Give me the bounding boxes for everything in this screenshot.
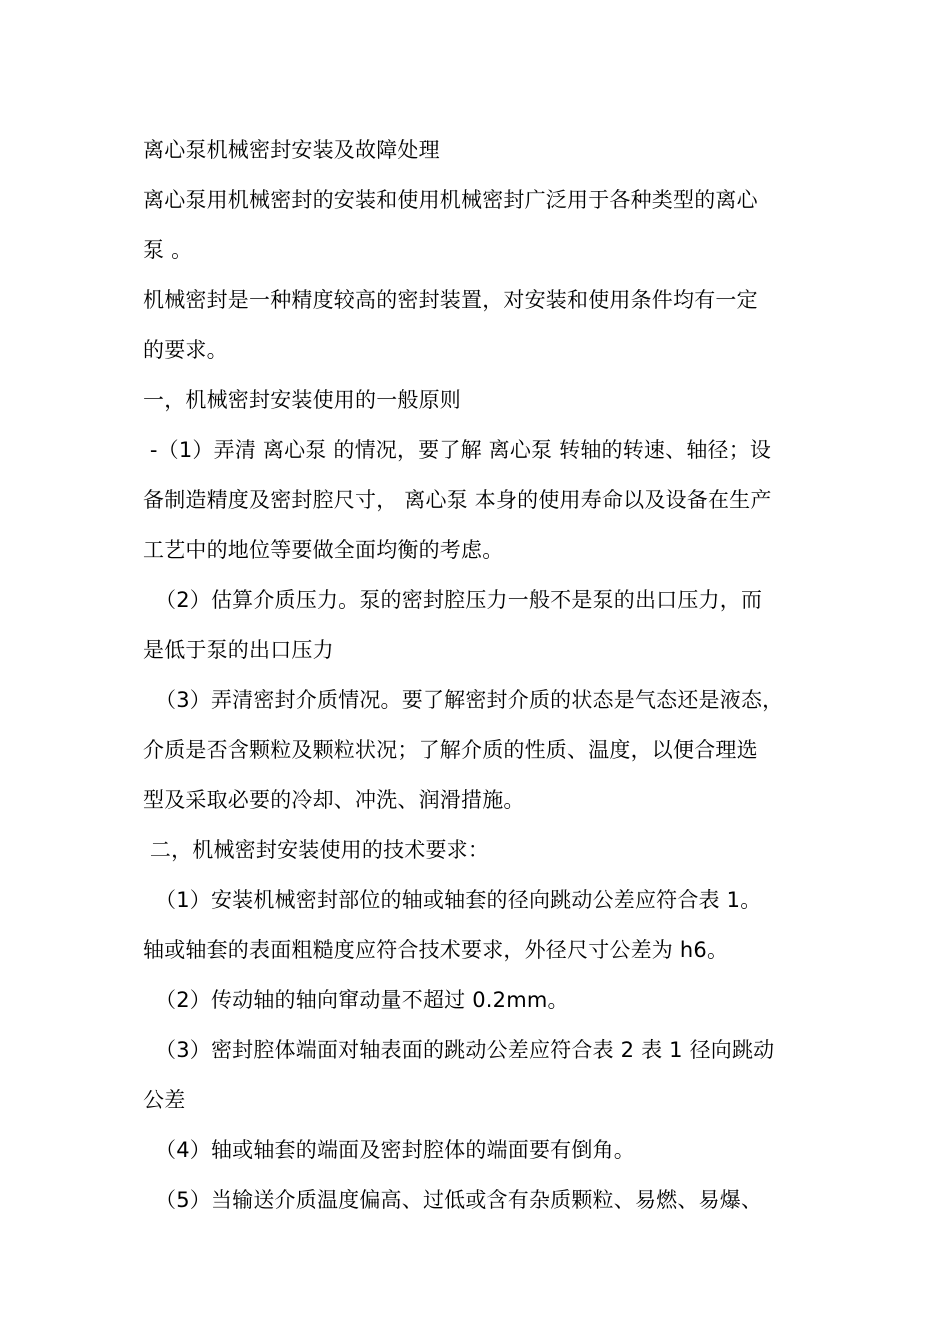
- paragraph-line: 公差: [143, 1088, 186, 1112]
- section-heading: 二，机械密封安装使用的技术要求：: [143, 838, 490, 862]
- paragraph-line: （3）弄清密封介质情况。要了解密封介质的状态是气态还是液态，: [155, 688, 784, 712]
- paragraph-line: （3）密封腔体端面对轴表面的跳动公差应符合表 2 表 1 径向跳动: [155, 1038, 775, 1062]
- document-title: 离心泵机械密封安装及故障处理: [143, 138, 440, 162]
- paragraph-line: （4）轴或轴套的端面及密封腔体的端面要有倒角。: [155, 1138, 635, 1162]
- paragraph-line: 轴或轴套的表面粗糙度应符合技术要求，外径尺寸公差为 h6。: [143, 938, 729, 962]
- section-heading: 一，机械密封安装使用的一般原则: [143, 388, 461, 412]
- paragraph-line: 的要求。: [143, 338, 228, 362]
- paragraph-line: （2）传动轴的轴向窜动量不超过 0.2mm。: [155, 988, 569, 1012]
- paragraph-line: 备制造精度及密封腔尺寸， 离心泵 本身的使用寿命以及设备在生产: [143, 488, 772, 512]
- paragraph-line: 是低于泵的出口压力: [143, 638, 334, 662]
- paragraph-line: （1）安装机械密封部位的轴或轴套的径向跳动公差应符合表 1。: [155, 888, 762, 912]
- paragraph-line: 离心泵用机械密封的安装和使用机械密封广泛用于各种类型的离心: [143, 188, 758, 212]
- paragraph-line: （2）估算介质压力。泵的密封腔压力一般不是泵的出口压力，而: [155, 588, 763, 612]
- paragraph-line: 机械密封是一种精度较高的密封装置，对安装和使用条件均有一定: [143, 288, 758, 312]
- paragraph-line: 工艺中的地位等要做全面均衡的考虑。: [143, 538, 504, 562]
- paragraph-line: （5）当输送介质温度偏高、过低或含有杂质颗粒、易燃、易爆、: [155, 1188, 763, 1212]
- paragraph-line: 泵 。: [143, 238, 193, 262]
- paragraph-line: 介质是否含颗粒及颗粒状况；了解介质的性质、温度，以便合理选: [143, 738, 758, 762]
- paragraph-line: 型及采取必要的冷却、冲洗、润滑措施。: [143, 788, 525, 812]
- paragraph-line: -（1）弄清 离心泵 的情况，要了解 离心泵 转轴的转速、轴径；设: [143, 438, 772, 462]
